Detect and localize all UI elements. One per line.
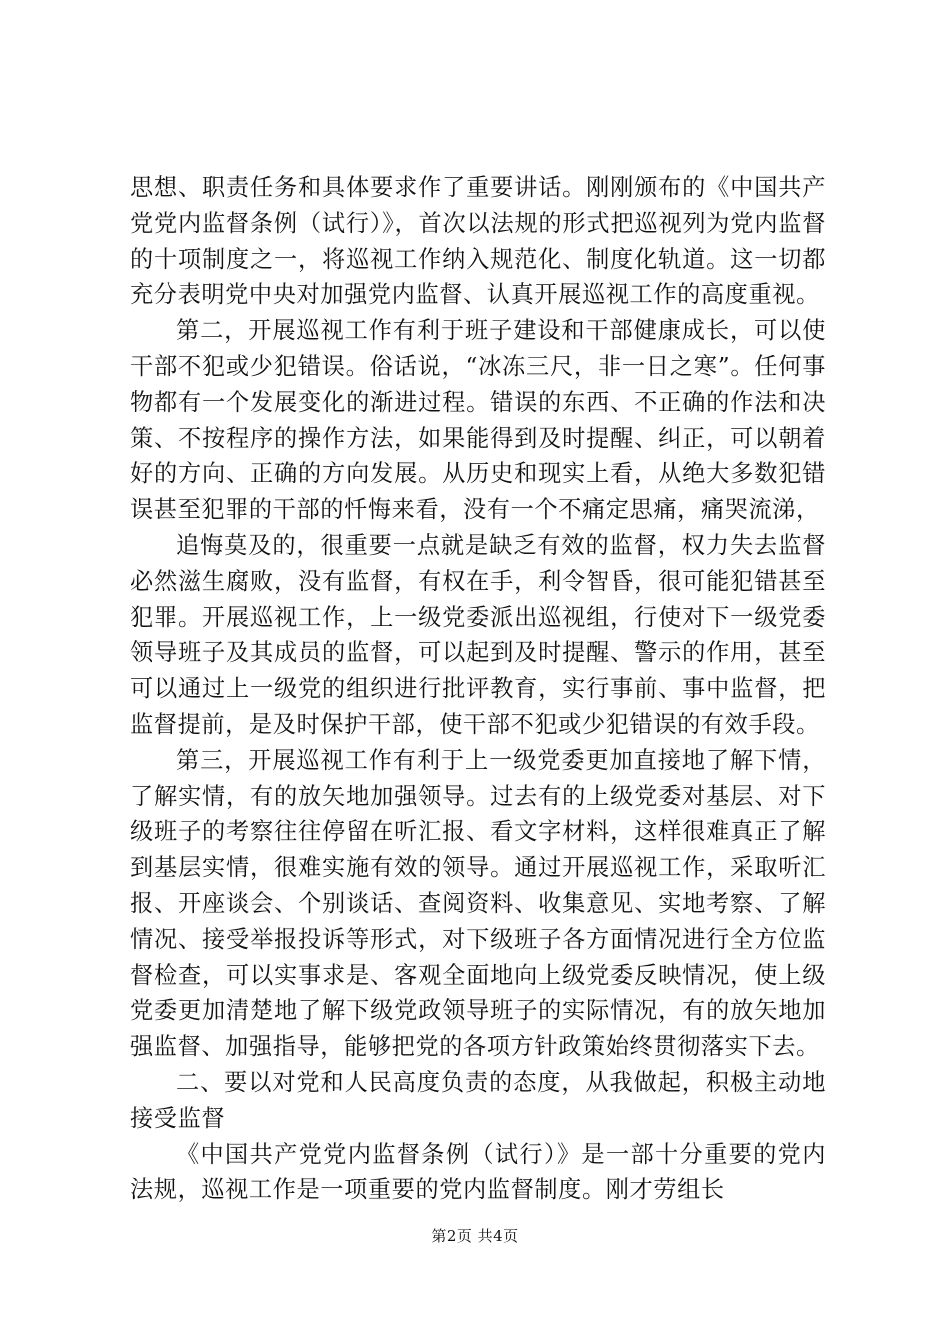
document-body <box>130 170 826 1208</box>
paragraph-4: 第三，开展巡视工作有利于上一级党委更加直接地了解下情，了解实情，有的放矢地加强领导。过去有的上级党委对基层、对下级班子的考察往往停留在听汇报、看文字材料，这样很难真正了解到基层实情，很难实施有效的领导。通过开展巡视工作，采取听汇报、开座谈会、个别谈话、查阅资料、收集意见、实地考察、了解情况、接受举报投诉等形式，对下级班子各方面情况进行全方位监督检查，可以实事求是、客观全面地向上级党委反映情况，使上级党委更加清楚地了解下级党政领导班子的实际情况，有的放矢地加强监督、加强指导，能够把党的各项方针政策始终贯彻落实下去。 <box>130 746 826 1061</box>
paragraph-1: 思想、职责任务和具体要求作了重要讲话。刚刚颁布的《中国共产党党内监督条例（试行）》，首次以法规的形式把巡视列为党内监督的十项制度之一，将巡视工作纳入规范化、制度化轨道。这一切都充分表明党中央对加强党内监督、认真开展巡视工作的高度重视。 <box>130 174 826 309</box>
section-heading: 二、要以对党和人民高度负责的态度，从我做起，积极主动地接受监督 <box>130 1068 826 1132</box>
page-number-footer: 第2页 共4页 <box>431 1227 519 1245</box>
paragraph-3: 追悔莫及的，很重要一点就是缺乏有效的监督，权力失去监督必然滋生腐败，没有监督，有权在手，利令智昏，很可能犯错甚至犯罪。开展巡视工作，上一级党委派出巡视组，行使对下一级党委领导班子及其成员的监督，可以起到及时提醒、警示的作用，甚至可以通过上一级党的组织进行批评教育，实行事前、事中监督，把监督提前，是及时保护干部，使干部不犯或少犯错误的有效手段。 <box>130 531 826 738</box>
paragraph-2: 第二，开展巡视工作有利于班子建设和干部健康成长，可以使干部不犯或少犯错误。俗话说，“冰冻三尺，非一日之寒”。任何事物都有一个发展变化的渐进过程。错误的东西、不正确的作法和决策、不按程序的操作方法，如果能得到及时提醒、纠正，可以朝着好的方向、正确的方向发展。从历史和现实上看，从绝大多数犯错误甚至犯罪的干部的忏悔来看，没有一个不痛定思痛，痛哭流涕， <box>130 317 826 524</box>
paragraph-5: 《中国共产党党内监督条例（试行）》是一部十分重要的党内法规，巡视工作是一项重要的党内监督制度。刚才劳组长 <box>130 1140 826 1204</box>
